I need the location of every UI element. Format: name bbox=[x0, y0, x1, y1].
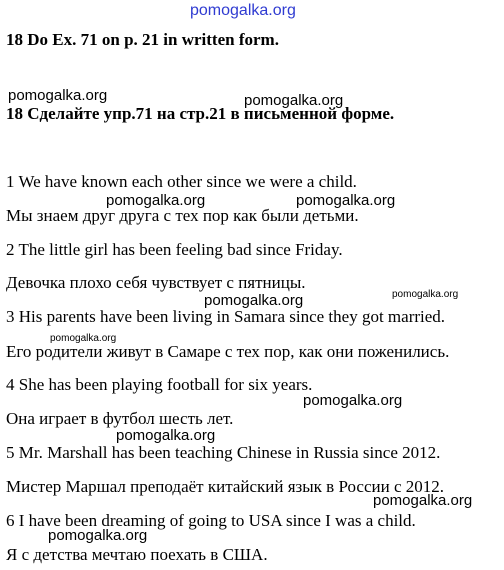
sentence-russian: Мы знаем друг друга с тех пор как были детьми. bbox=[6, 206, 359, 225]
watermark: pomogalka.org bbox=[296, 192, 396, 209]
watermark: pomogalka.org bbox=[8, 87, 108, 104]
watermark: pomogalka.org bbox=[106, 192, 206, 209]
sentence-english: 1 We have known each other since we were a child. bbox=[6, 172, 357, 191]
sentence-english: 5 Mr. Marshall has been teaching Chinese in Russia since 2012. bbox=[6, 443, 441, 462]
watermark: pomogalka.org bbox=[116, 427, 216, 444]
sentence-english: 2 The little girl has been feeling bad since Friday. bbox=[6, 240, 343, 259]
sentence-english: 3 His parents have been living in Samara since they got married. bbox=[6, 307, 446, 326]
watermark: pomogalka.org bbox=[373, 492, 473, 509]
heading-english: 18 Do Ex. 71 on p. 21 in written form. bbox=[6, 30, 279, 49]
sentence-russian: Мистер Маршал преподаёт китайский язык в России с 2012. bbox=[6, 477, 444, 496]
sentence-english: 6 I have been dreaming of going to USA since I was a child. bbox=[6, 511, 416, 530]
watermark: pomogalka.org bbox=[204, 292, 304, 309]
heading-russian: 18 Сделайте упр.71 на стр.21 в письменной форме. bbox=[6, 104, 395, 123]
watermark-small: pomogalka.org bbox=[392, 289, 459, 300]
sentence-russian: Она играет в футбол шесть лет. bbox=[6, 409, 234, 428]
watermark: pomogalka.org bbox=[303, 392, 403, 409]
sentence-russian: Его родители живут в Самаре с тех пор, как они поженились. bbox=[6, 342, 450, 361]
watermark-small: pomogalka.org bbox=[50, 333, 117, 344]
sentence-russian: Я с детства мечтаю поехать в США. bbox=[6, 545, 268, 564]
watermark: pomogalka.org bbox=[244, 92, 344, 109]
watermark-top: pomogalka.org bbox=[190, 2, 296, 19]
watermark: pomogalka.org bbox=[48, 527, 148, 544]
sentence-russian: Девочка плохо себя чувствует с пятницы. bbox=[6, 273, 306, 292]
sentence-english: 4 She has been playing football for six years. bbox=[6, 375, 313, 394]
